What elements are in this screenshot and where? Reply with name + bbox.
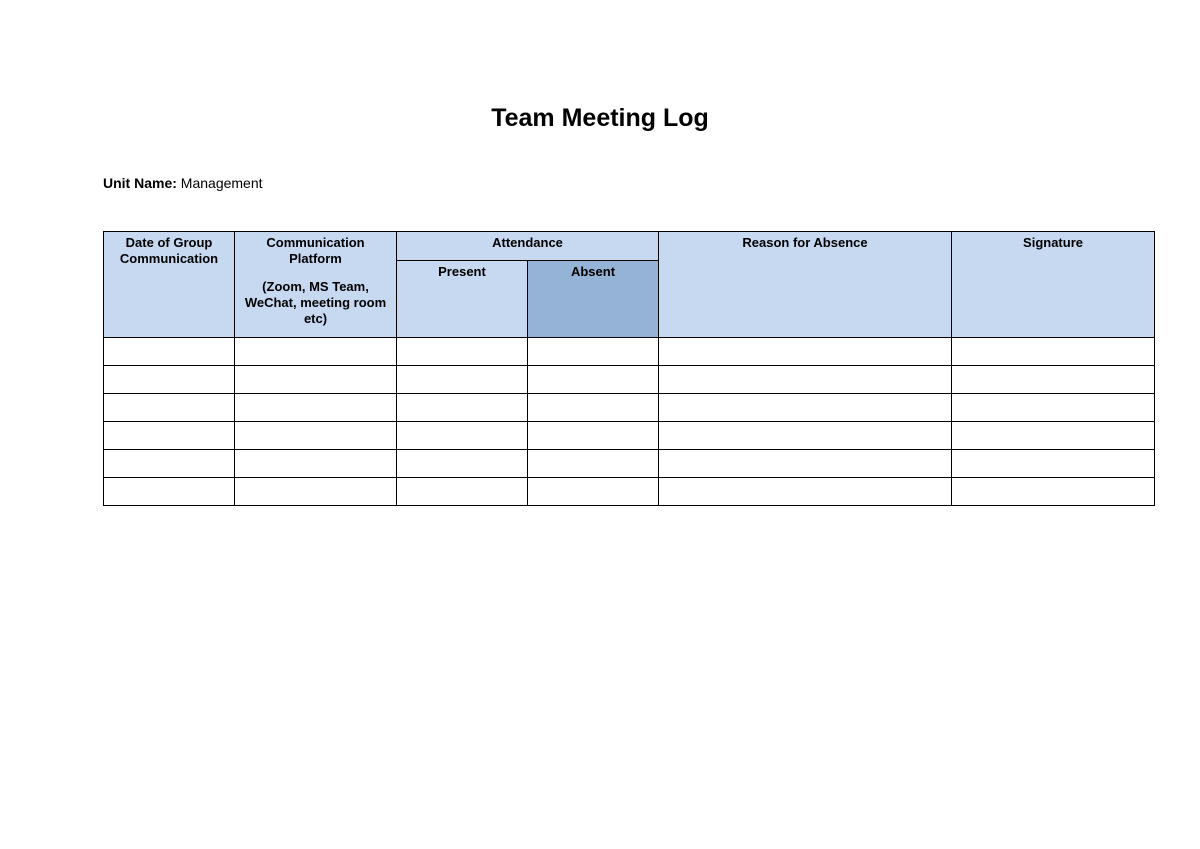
- absent-cell[interactable]: [528, 478, 659, 506]
- table-row: [104, 366, 1155, 394]
- absent-cell[interactable]: [528, 450, 659, 478]
- platform-column-header: [235, 232, 397, 338]
- platform-header-note: (Zoom, MS Team, WeChat, meeting room etc): [244, 279, 387, 326]
- present-column-header: [397, 261, 528, 338]
- platform-cell[interactable]: [235, 394, 397, 422]
- reason-cell[interactable]: [659, 450, 952, 478]
- date-cell[interactable]: [104, 366, 235, 394]
- absent-cell[interactable]: [528, 394, 659, 422]
- present-header-label: Present: [438, 264, 486, 279]
- signature-cell[interactable]: [952, 450, 1155, 478]
- signature-header-label: Signature: [1023, 235, 1083, 250]
- absent-header-label: Absent: [570, 264, 616, 279]
- unit-name-value: Management: [180, 175, 263, 191]
- page-title: Team Meeting Log: [491, 104, 709, 132]
- table-row: [104, 478, 1155, 506]
- signature-cell[interactable]: [952, 394, 1155, 422]
- absent-cell[interactable]: [528, 338, 659, 366]
- table-row: [104, 338, 1155, 366]
- unit-name-line: [103, 174, 263, 192]
- signature-cell[interactable]: [952, 366, 1155, 394]
- table-header: [104, 232, 1155, 338]
- reason-cell[interactable]: [659, 394, 952, 422]
- reason-column-header: [659, 232, 952, 338]
- header-row-top: [104, 232, 1155, 261]
- absent-cell[interactable]: [528, 366, 659, 394]
- reason-cell[interactable]: [659, 422, 952, 450]
- present-cell[interactable]: [397, 422, 528, 450]
- meeting-log-table: [103, 231, 1155, 506]
- absent-column-header: [528, 261, 659, 338]
- signature-cell[interactable]: [952, 478, 1155, 506]
- date-cell[interactable]: [104, 394, 235, 422]
- date-cell[interactable]: [104, 338, 235, 366]
- present-cell[interactable]: [397, 450, 528, 478]
- date-cell[interactable]: [104, 450, 235, 478]
- table-row: [104, 422, 1155, 450]
- table-row: [104, 450, 1155, 478]
- date-cell[interactable]: [104, 478, 235, 506]
- date-cell[interactable]: [104, 422, 235, 450]
- signature-cell[interactable]: [952, 338, 1155, 366]
- platform-cell[interactable]: [235, 422, 397, 450]
- reason-header-label: Reason for Absence: [742, 235, 868, 250]
- table-body: [104, 338, 1155, 506]
- platform-header-label: Communication Platform: [266, 235, 365, 266]
- platform-cell[interactable]: [235, 338, 397, 366]
- attendance-column-header: [397, 232, 659, 261]
- absent-cell[interactable]: [528, 422, 659, 450]
- present-cell[interactable]: [397, 394, 528, 422]
- reason-cell[interactable]: [659, 478, 952, 506]
- signature-cell[interactable]: [952, 422, 1155, 450]
- unit-name-label: Unit Name:: [103, 175, 177, 191]
- signature-column-header: [952, 232, 1155, 338]
- date-header-label: Date of Group Communication: [119, 235, 219, 266]
- attendance-header-label: Attendance: [492, 235, 563, 250]
- table-row: [104, 394, 1155, 422]
- platform-cell[interactable]: [235, 366, 397, 394]
- platform-cell[interactable]: [235, 478, 397, 506]
- reason-cell[interactable]: [659, 366, 952, 394]
- present-cell[interactable]: [397, 366, 528, 394]
- date-column-header: [104, 232, 235, 338]
- reason-cell[interactable]: [659, 338, 952, 366]
- platform-cell[interactable]: [235, 450, 397, 478]
- present-cell[interactable]: [397, 338, 528, 366]
- present-cell[interactable]: [397, 478, 528, 506]
